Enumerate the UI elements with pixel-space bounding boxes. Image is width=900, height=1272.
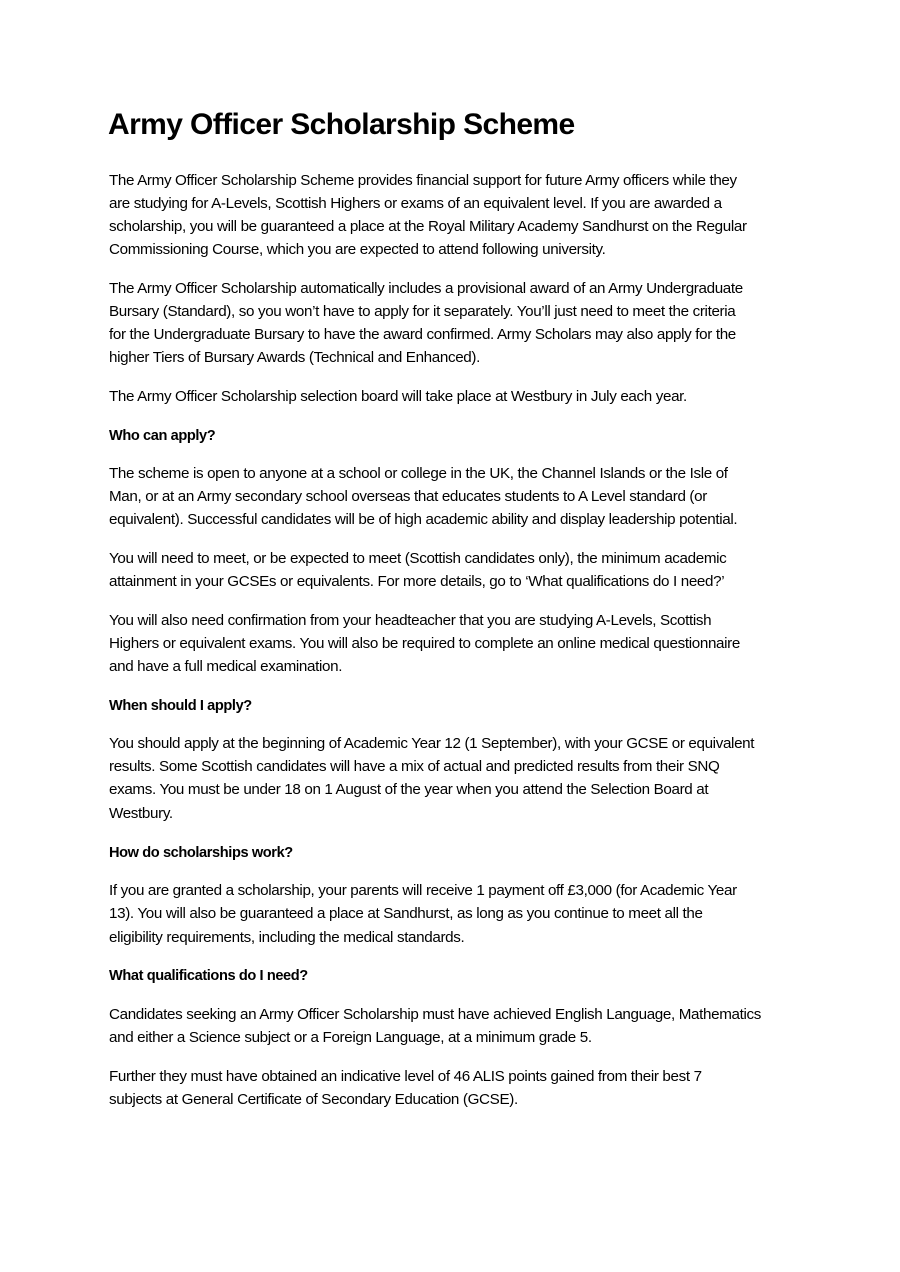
text-line: Man, or at an Army secondary school overseas that educates students to A Level standard (or — [109, 488, 707, 505]
text-line: You will need to meet, or be expected to meet (Scottish candidates only), the minimum academic — [109, 550, 727, 567]
text-line: eligibility requirements, including the medical standards. — [109, 929, 465, 946]
text-line: Bursary (Standard), so you won’t have to apply for it separately. You’ll just need to meet the criteria — [109, 303, 736, 320]
document-title: Army Officer Scholarship Scheme — [108, 108, 575, 141]
text-line: for the Undergraduate Bursary to have the award confirmed. Army Scholars may also apply for the — [109, 326, 736, 343]
text-line: higher Tiers of Bursary Awards (Technical and Enhanced). — [109, 349, 480, 366]
text-line: and have a full medical examination. — [109, 658, 343, 675]
text-line: The scheme is open to anyone at a school or college in the UK, the Channel Islands or the Isle of — [109, 465, 728, 482]
text-line: Westbury. — [109, 805, 173, 822]
text-line: The Army Officer Scholarship automatically includes a provisional award of an Army Undergraduate — [109, 280, 743, 297]
text-line: The Army Officer Scholarship selection board will take place at Westbury in July each year. — [109, 388, 687, 405]
text-line: The Army Officer Scholarship Scheme provides financial support for future Army officers while they — [109, 172, 737, 189]
text-line: Further they must have obtained an indicative level of 46 ALIS points gained from their best 7 — [109, 1068, 702, 1085]
text-line: Highers or equivalent exams. You will also be required to complete an online medical questionnaire — [109, 635, 740, 652]
text-line: Candidates seeking an Army Officer Scholarship must have achieved English Language, Mathematics — [109, 1006, 761, 1023]
text-line: Commissioning Course, which you are expected to attend following university. — [109, 241, 606, 258]
section-heading: What qualifications do I need? — [109, 968, 308, 984]
text-line: are studying for A-Levels, Scottish Highers or exams of an equivalent level. If you are awarded a — [109, 195, 722, 212]
text-line: 13). You will also be guaranteed a place at Sandhurst, as long as you continue to meet all the — [109, 905, 703, 922]
text-line: scholarship, you will be guaranteed a place at the Royal Military Academy Sandhurst on the Regular — [109, 218, 747, 235]
text-line: exams. You must be under 18 on 1 August of the year when you attend the Selection Board at — [109, 781, 709, 798]
text-line: results. Some Scottish candidates will have a mix of actual and predicted results from their SNQ — [109, 758, 720, 775]
text-line: You should apply at the beginning of Academic Year 12 (1 September), with your GCSE or equivalent — [109, 735, 755, 752]
section-heading: Who can apply? — [109, 428, 216, 444]
text-line: and either a Science subject or a Foreign Language, at a minimum grade 5. — [109, 1029, 592, 1046]
text-line: If you are granted a scholarship, your parents will receive 1 payment off £3,000 (for Academic Year — [109, 882, 737, 899]
text-line: equivalent). Successful candidates will be of high academic ability and display leadership potential. — [109, 511, 738, 528]
section-heading: How do scholarships work? — [109, 845, 293, 861]
text-line: subjects at General Certificate of Secondary Education (GCSE). — [109, 1091, 518, 1108]
text-line: You will also need confirmation from your headteacher that you are studying A-Levels, Scottish — [109, 612, 712, 629]
section-heading: When should I apply? — [109, 698, 252, 714]
text-line: attainment in your GCSEs or equivalents. For more details, go to ‘What qualifications do I need?’ — [109, 573, 725, 590]
